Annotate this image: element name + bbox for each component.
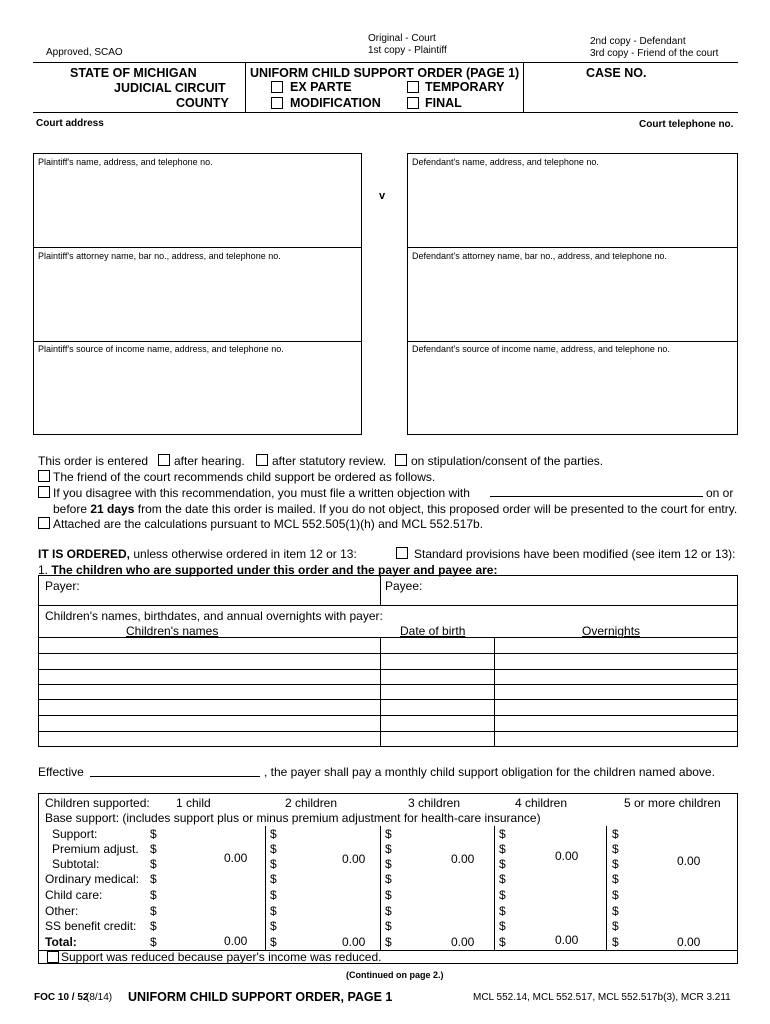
on-or-label: on or (706, 486, 734, 500)
currency-sign: $ (385, 842, 392, 856)
attached-checkbox[interactable] (38, 517, 50, 529)
total-3-value: 0.00 (451, 935, 475, 949)
row-child-care: Child care: (45, 888, 103, 902)
currency-sign: $ (270, 919, 277, 933)
after-hearing-label: after hearing. (174, 454, 245, 468)
court-phone-label: Court telephone no. (639, 119, 734, 130)
objection-checkbox[interactable] (38, 486, 50, 498)
objection-entity-line[interactable] (490, 496, 703, 497)
total-5-value: 0.00 (677, 935, 701, 949)
payee-label: Payee: (385, 579, 423, 593)
row-ss-benefit: SS benefit credit: (45, 919, 137, 933)
subtotal-5-value: 0.00 (677, 854, 701, 868)
plaintiff-name-label: Plaintiff's name, address, and telephone no. (38, 157, 213, 167)
total-1-value: 0.00 (224, 934, 248, 948)
stipulation-checkbox[interactable] (395, 454, 407, 466)
defendant-income-label: Defendant's source of income name, address, and telephone no. (412, 344, 670, 354)
currency-sign: $ (499, 919, 506, 933)
ordered-line (38, 548, 357, 560)
copy-first: 1st copy - Plaintiff (368, 45, 447, 56)
before-rest-text: from the date this order is mailed. If you do not object, this proposed order will be presented to the court for entry. (137, 502, 738, 516)
currency-sign: $ (270, 872, 277, 886)
approved-scao: Approved, SCAO (46, 47, 123, 58)
currency-sign: $ (612, 872, 619, 886)
modification-checkbox[interactable] (271, 97, 283, 109)
standard-modified-checkbox[interactable] (396, 547, 408, 559)
modification-label: MODIFICATION (290, 96, 381, 110)
court-address-label: Court address (36, 118, 104, 129)
children-table (38, 575, 738, 747)
currency-sign: $ (150, 904, 157, 918)
currency-sign: $ (270, 857, 277, 871)
col-overnights: Overnights (582, 624, 641, 638)
copy-second: 2nd copy - Defendant (590, 36, 686, 47)
currency-sign: $ (499, 904, 506, 918)
defendant-attorney-label: Defendant's attorney name, bar no., address, and telephone no. (412, 251, 667, 261)
plaintiff-attorney-label: Plaintiff's attorney name, bar no., address, and telephone no. (38, 251, 281, 261)
col-1-child: 1 child (176, 796, 211, 810)
currency-sign: $ (150, 857, 157, 871)
currency-sign: $ (612, 857, 619, 871)
footer-title: UNIFORM CHILD SUPPORT ORDER, PAGE 1 (128, 990, 393, 1004)
subtotal-1-value: 0.00 (224, 851, 248, 865)
copy-third: 3rd copy - Friend of the court (590, 48, 719, 59)
children-label: Children's names, birthdates, and annual overnights with payer: (45, 609, 383, 623)
row-subtotal: Subtotal: (52, 857, 100, 871)
reduced-checkbox[interactable] (47, 951, 59, 963)
col-2-children: 2 children (285, 796, 338, 810)
circuit-label: JUDICIAL CIRCUIT (114, 81, 226, 95)
subtotal-3-value: 0.00 (451, 852, 475, 866)
col-4-children: 4 children (515, 796, 568, 810)
currency-sign: $ (150, 827, 157, 841)
currency-sign: $ (499, 935, 506, 949)
currency-sign: $ (499, 827, 506, 841)
col-names: Children's names (126, 624, 219, 638)
children-supported-label: Children supported: (45, 796, 150, 810)
currency-sign: $ (270, 827, 277, 841)
form-title: UNIFORM CHILD SUPPORT ORDER (PAGE 1) (250, 66, 520, 80)
subtotal-4-value: 0.00 (555, 849, 579, 863)
county-label: COUNTY (176, 96, 229, 110)
defendant-box (407, 153, 738, 435)
plaintiff-income-label: Plaintiff's source of income name, address, and telephone no. (38, 344, 284, 354)
currency-sign: $ (385, 904, 392, 918)
base-support-label: Base support: (includes support plus or minus premium adjustment for health-care insurance) (45, 811, 541, 825)
total-4-value: 0.00 (555, 933, 579, 947)
citations: MCL 552.14, MCL 552.517, MCL 552.517b(3), MCR 3.211 (473, 992, 731, 1003)
versus: v (379, 190, 386, 202)
currency-sign: $ (150, 935, 157, 949)
ordered-rest: unless otherwise ordered in item 12 or 13: (133, 547, 357, 561)
form-date: (8/14) (86, 992, 113, 1003)
currency-sign: $ (499, 857, 506, 871)
currency-sign: $ (270, 842, 277, 856)
total-2-value: 0.00 (342, 935, 366, 949)
currency-sign: $ (612, 888, 619, 902)
effective-date-line[interactable] (90, 776, 260, 777)
currency-sign: $ (150, 842, 157, 856)
entered-lead: This order is entered (38, 454, 149, 468)
currency-sign: $ (499, 842, 506, 856)
copy-original: Original - Court (368, 33, 436, 44)
before-text: before (53, 502, 88, 516)
currency-sign: $ (150, 888, 157, 902)
form-number: FOC 10 / 52 (34, 992, 89, 1003)
recommend-checkbox[interactable] (38, 470, 50, 482)
recommend-label: The friend of the court recommends child support be ordered as follows. (53, 470, 436, 484)
before-days-line (53, 503, 737, 515)
ordered-lead: IT IS ORDERED, (38, 547, 131, 561)
col-dob: Date of birth (400, 624, 466, 638)
payer-label: Payer: (45, 579, 80, 593)
currency-sign: $ (612, 904, 619, 918)
reduced-label: Support was reduced because payer's income was reduced. (61, 950, 382, 964)
effective-rest: , the payer shall pay a monthly child support obligation for the children named above. (264, 765, 715, 779)
currency-sign: $ (385, 919, 392, 933)
col-5-children: 5 or more children (624, 796, 721, 810)
currency-sign: $ (385, 935, 392, 949)
defendant-name-label: Defendant's name, address, and telephone no. (412, 157, 599, 167)
state-label: STATE OF MICHIGAN (70, 66, 197, 80)
attached-label: Attached are the calculations pursuant to MCL 552.505(1)(h) and MCL 552.517b. (53, 517, 484, 531)
currency-sign: $ (612, 935, 619, 949)
currency-sign: $ (612, 919, 619, 933)
col-3-children: 3 children (408, 796, 461, 810)
row-total: Total: (45, 935, 77, 949)
currency-sign: $ (612, 842, 619, 856)
currency-sign: $ (270, 888, 277, 902)
plaintiff-box (33, 153, 362, 435)
temporary-checkbox[interactable] (407, 81, 419, 93)
after-review-checkbox[interactable] (256, 454, 268, 466)
currency-sign: $ (612, 827, 619, 841)
row-support: Support: (52, 827, 98, 841)
currency-sign: $ (270, 904, 277, 918)
objection-label: If you disagree with this recommendation, you must file a written objection with (53, 486, 470, 500)
temporary-label: TEMPORARY (425, 80, 505, 94)
ex-parte-checkbox[interactable] (271, 81, 283, 93)
row-ordinary-medical: Ordinary medical: (45, 872, 140, 886)
continued-note: (Continued on page 2.) (346, 970, 444, 980)
after-hearing-checkbox[interactable] (158, 454, 170, 466)
currency-sign: $ (385, 872, 392, 886)
currency-sign: $ (385, 827, 392, 841)
currency-sign: $ (385, 888, 392, 902)
final-label: FINAL (425, 96, 462, 110)
standard-modified-label: Standard provisions have been modified (see item 12 or 13): (414, 547, 736, 561)
currency-sign: $ (150, 919, 157, 933)
currency-sign: $ (499, 888, 506, 902)
item-1-number: 1. (38, 563, 49, 577)
final-checkbox[interactable] (407, 97, 419, 109)
row-other: Other: (45, 904, 79, 918)
subtotal-2-value: 0.00 (342, 852, 366, 866)
stipulation-label: on stipulation/consent of the parties. (411, 454, 604, 468)
currency-sign: $ (385, 857, 392, 871)
currency-sign: $ (499, 872, 506, 886)
effective-label: Effective (38, 765, 84, 779)
item-1-text: The children who are supported under this order and the payer and payee are: (51, 563, 498, 577)
case-number-label: CASE NO. (586, 66, 647, 80)
currency-sign: $ (150, 872, 157, 886)
days-text: 21 days (90, 502, 135, 516)
currency-sign: $ (270, 935, 277, 949)
row-premium: Premium adjust. (52, 842, 139, 856)
after-review-label: after statutory review. (272, 454, 387, 468)
ex-parte-label: EX PARTE (290, 80, 352, 94)
